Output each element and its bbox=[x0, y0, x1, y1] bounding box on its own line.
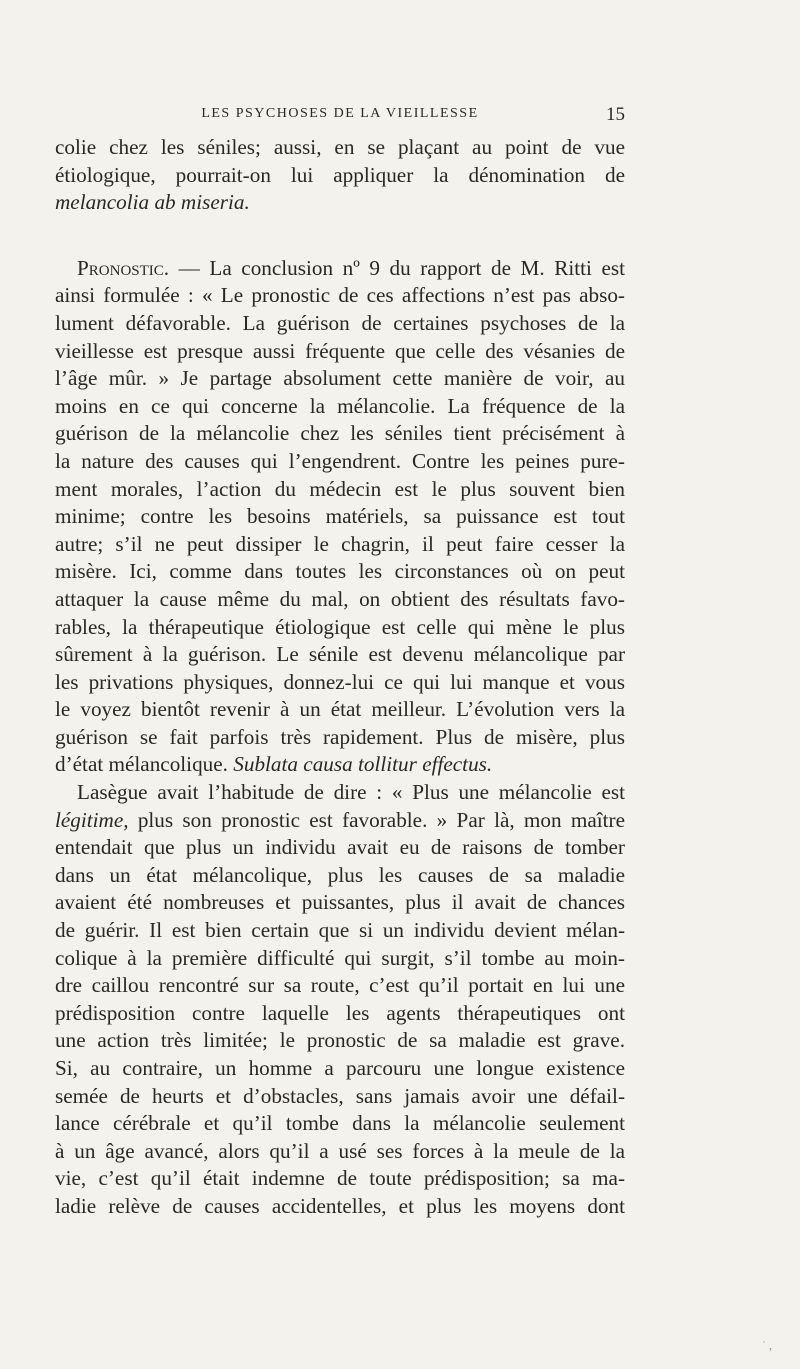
text-line: d’état mélancolique. Sublata causa tollitur effectus. bbox=[55, 752, 493, 777]
text-line: étiologique, pourrait-on lui appliquer la dénomination de bbox=[55, 162, 625, 187]
page-number: 15 bbox=[606, 104, 625, 125]
text-line: sûrement à la guérison. Le sénile est devenu mélancolique par bbox=[55, 642, 625, 667]
text-line: dans un état mélancolique, plus les causes de sa maladie bbox=[55, 862, 625, 887]
page-body bbox=[55, 134, 625, 1221]
text-line: légitime, plus son pronostic est favorable. » Par là, mon maître bbox=[55, 807, 625, 832]
emphasis-text: Sublata causa tollitur effectus. bbox=[233, 752, 493, 777]
page-header bbox=[55, 104, 625, 128]
text-line: misère. Ici, comme dans toutes les circonstances où on peut bbox=[55, 559, 625, 584]
text-line: moins en ce qui concerne la mélancolie. La fréquence de la bbox=[55, 393, 625, 418]
paragraph-pronostic bbox=[55, 255, 625, 779]
text-line: entendait que plus un individu avait eu de raisons de tomber bbox=[55, 835, 625, 860]
text-line: attaquer la cause même du mal, on obtient des résultats favo- bbox=[55, 586, 625, 611]
text-line: vie, c’est qu’il était indemne de toute prédisposition; sa ma- bbox=[55, 1166, 625, 1191]
text-line: guérison de la mélancolie chez les séniles tient précisément à bbox=[55, 421, 625, 446]
text-line: à un âge avancé, alors qu’il a usé ses forces à la meule de la bbox=[55, 1138, 625, 1163]
text-line: ment morales, l’action du médecin est le plus souvent bien bbox=[55, 476, 625, 501]
text-line: dre caillou rencontré sur sa route, c’est qu’il portait en lui une bbox=[55, 973, 625, 998]
text-line: minime; contre les besoins matériels, sa puissance est tout bbox=[55, 504, 625, 529]
text-line: les privations physiques, donnez-lui ce qui lui manque et vous bbox=[55, 669, 625, 694]
emphasis-text: légitime, bbox=[55, 807, 129, 832]
text-line: ladie relève de causes accidentelles, et plus les moyens dont bbox=[55, 1193, 625, 1218]
text-line: vieillesse est presque aussi fréquente que celle des vésanies de bbox=[55, 338, 625, 363]
running-title: LES PSYCHOSES DE LA VIEILLESSE bbox=[201, 106, 479, 121]
text-line: ainsi formulée : « Le pronostic de ces affections n’est pas abso- bbox=[55, 283, 625, 308]
text-line: lance cérébrale et qu’il tombe dans la mélancolie seulement bbox=[55, 1111, 625, 1136]
text-line: autre; s’il ne peut dissiper le chagrin, il peut faire cesser la bbox=[55, 531, 625, 556]
scan-mark: ˙ , bbox=[762, 1338, 772, 1352]
text-line: la nature des causes qui l’engendrent. Contre les peines pure- bbox=[55, 448, 625, 473]
text-line: rables, la thérapeutique étiologique est celle qui mène le plus bbox=[55, 614, 625, 639]
text-line: Pronostic. — La conclusion nº 9 du rapport de M. Ritti est bbox=[77, 255, 625, 280]
text-line: guérison se fait parfois très rapidement. Plus de misère, plus bbox=[55, 724, 625, 749]
text-line: le voyez bientôt revenir à un état meilleur. L’évolution vers la bbox=[55, 697, 625, 722]
text-line: Lasègue avait l’habitude de dire : « Plus une mélancolie est bbox=[77, 780, 625, 805]
text-line: prédisposition contre laquelle les agents thérapeutiques ont bbox=[55, 1000, 625, 1025]
text-line: l’âge mûr. » Je partage absolument cette manière de voir, au bbox=[55, 366, 625, 391]
paragraph-lasegue bbox=[55, 779, 625, 1221]
text-line: melancolia ab miseria. bbox=[55, 190, 250, 215]
text-line: avaient été nombreuses et puissantes, plus il avait de chances bbox=[55, 890, 625, 915]
text-line: semée de heurts et d’obstacles, sans jamais avoir une défail- bbox=[55, 1083, 625, 1108]
text-line: une action très limitée; le pronostic de sa maladie est grave. bbox=[55, 1028, 625, 1053]
paragraph-continuation bbox=[55, 134, 625, 217]
text-line: de guérir. Il est bien certain que si un individu devient mélan- bbox=[55, 918, 625, 943]
text-line: colique à la première difficulté qui surgit, s’il tombe au moin- bbox=[55, 945, 625, 970]
text-line: lument défavorable. La guérison de certaines psychoses de la bbox=[55, 310, 625, 335]
text-line: colie chez les séniles; aussi, en se plaçant au point de vue bbox=[55, 135, 625, 159]
emphasis-text: Pronostic. bbox=[77, 255, 170, 280]
text-line: Si, au contraire, un homme a parcouru une longue existence bbox=[55, 1056, 625, 1080]
